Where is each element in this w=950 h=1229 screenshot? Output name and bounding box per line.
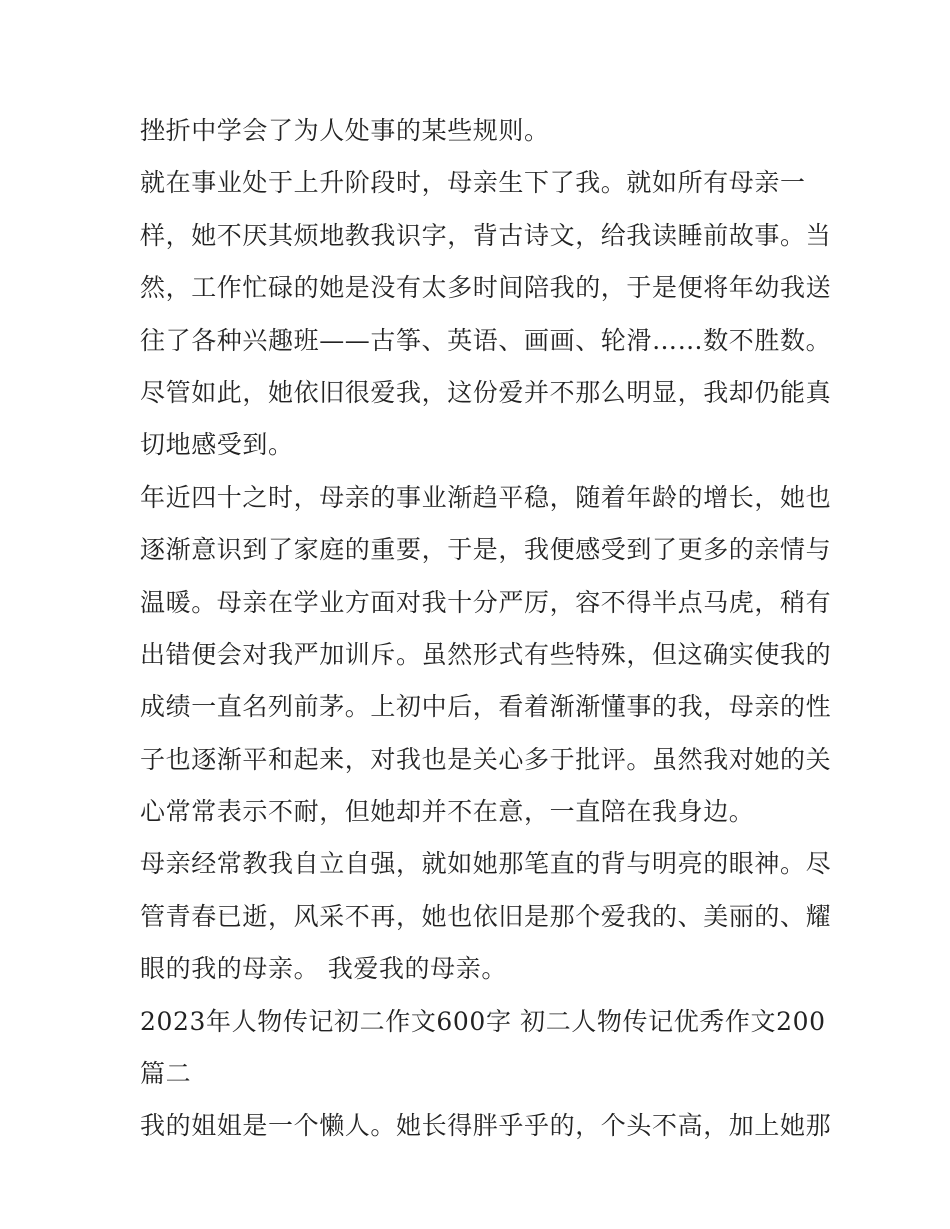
text-line: 出错便会对我严加训斥。虽然形式有些特殊，但这确实使我的: [140, 639, 832, 669]
text-line: 眼的我的母亲。 我爱我的母亲。: [140, 954, 507, 984]
text-line: 成绩一直名列前茅。上初中后，看着渐渐懂事的我，母亲的性: [140, 692, 832, 722]
text-line: 年近四十之时，母亲的事业渐趋平稳，随着年龄的增长，她也: [140, 482, 832, 512]
section-title: 2023年人物传记初二作文600字 初二人物传记优秀作文200: [140, 1006, 826, 1036]
text-line: 心常常表示不耐，但她却并不在意，一直陪在我身边。: [140, 797, 755, 827]
text-line: 就在事业处于上升阶段时，母亲生下了我。就如所有母亲一: [140, 168, 806, 198]
text-line: 子也逐渐平和起来，对我也是关心多于批评。虽然我对她的关: [140, 744, 832, 774]
text-line: 样，她不厌其烦地教我识字，背古诗文，给我读睡前故事。当: [140, 220, 832, 250]
text-line: 切地感受到。: [140, 430, 294, 460]
text-line: 逐渐意识到了家庭的重要，于是，我便感受到了更多的亲情与: [140, 535, 832, 565]
section-subtitle: 篇二: [140, 1059, 192, 1089]
text-line: 母亲经常教我自立自强，就如她那笔直的背与明亮的眼神。尽: [140, 849, 832, 879]
text-line: 往了各种兴趣班——古筝、英语、画画、轮滑……数不胜数。: [140, 325, 832, 355]
text-line: 挫折中学会了为人处事的某些规则。: [140, 116, 550, 145]
text-line: 尽管如此，她依旧很爱我，这份爱并不那么明显，我却仍能真: [140, 377, 832, 407]
text-line: 管青春已逝，风采不再，她也依旧是那个爱我的、美丽的、耀: [140, 901, 832, 931]
text-line: 温暖。母亲在学业方面对我十分严厉，容不得半点马虎，稍有: [140, 587, 832, 617]
text-line: 然，工作忙碌的她是没有太多时间陪我的，于是便将年幼我送: [140, 273, 832, 303]
document-body: [140, 105, 832, 1153]
text-line: 我的姐姐是一个懒人。她长得胖乎乎的，个头不高，加上她那: [140, 1111, 832, 1141]
